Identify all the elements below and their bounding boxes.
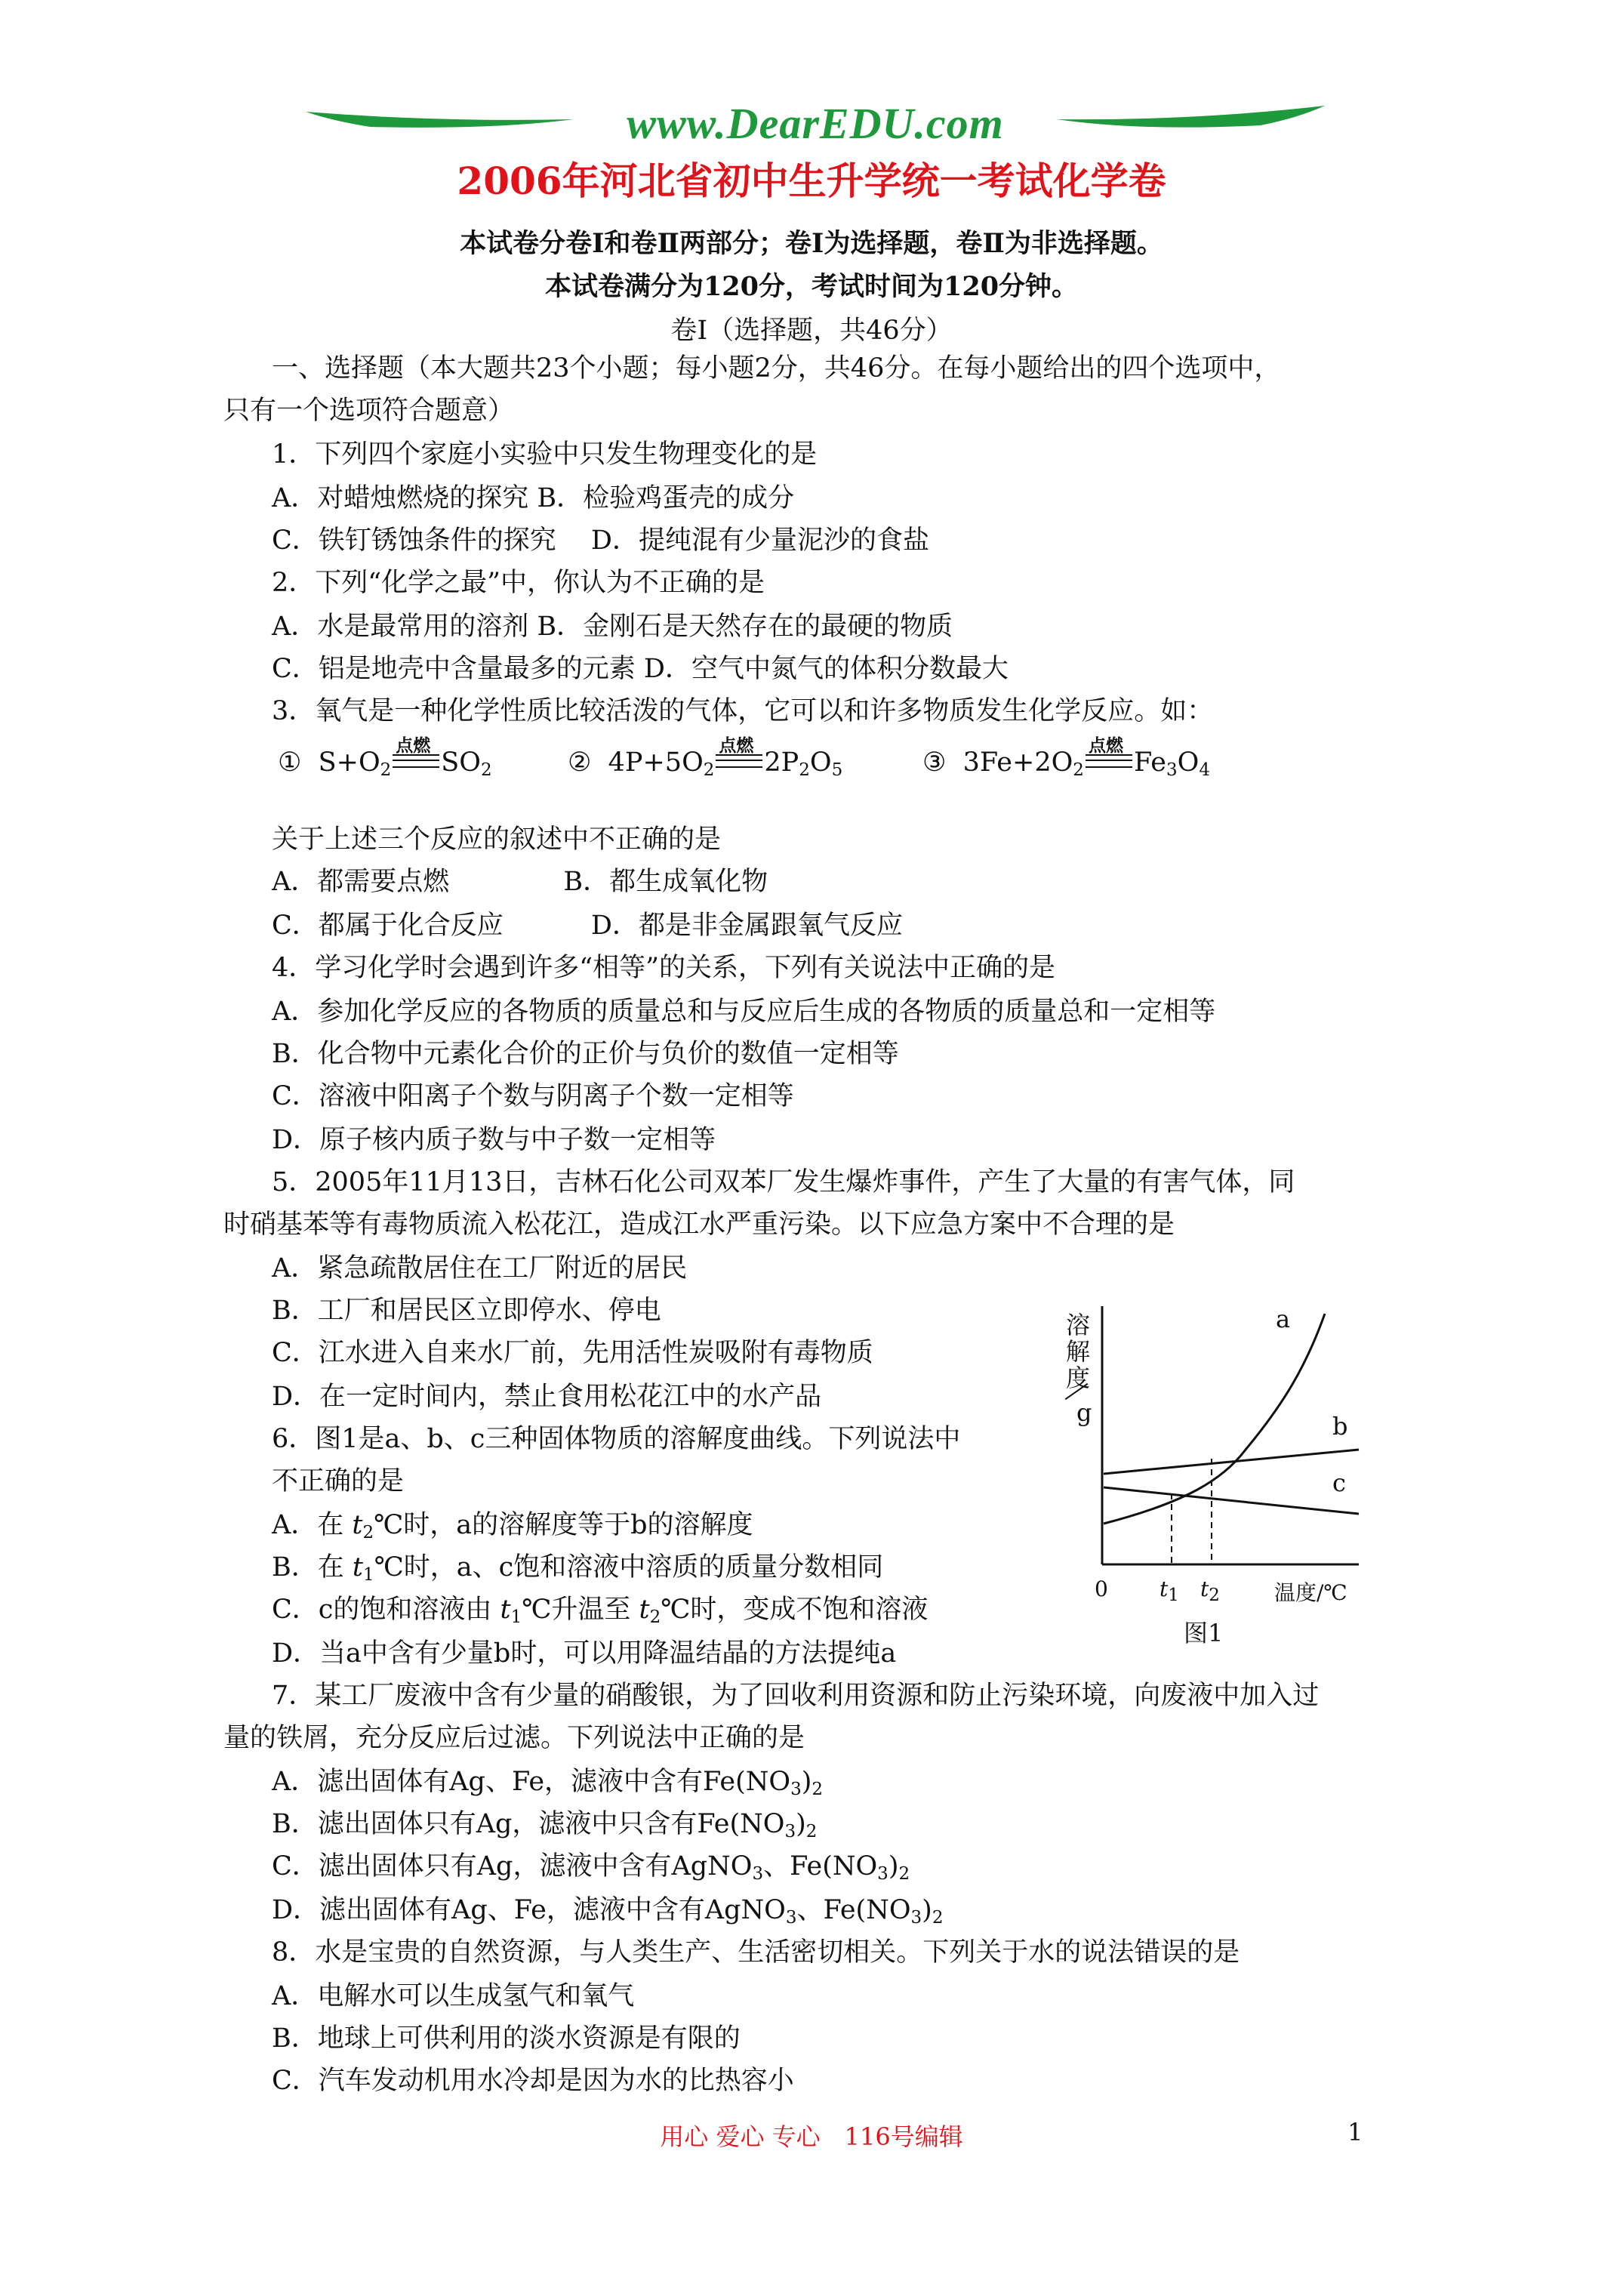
- q2-options-ab: A．水是最常用的溶剂 B．金刚石是天然存在的最硬的物质: [272, 612, 953, 642]
- equation-1: ① $S+O_2$ 点燃 $SO_2$: [278, 747, 492, 780]
- q8-stem: 8．水是宝贵的自然资源，与人类生产、生活密切相关。下列关于水的说法错误的是: [272, 1937, 1240, 1968]
- q5-option-b: B．工厂和居民区立即停水、停电: [272, 1296, 661, 1326]
- line-c: [1104, 1487, 1359, 1514]
- intro-line-1: 本试卷分卷Ⅰ和卷Ⅱ两部分；卷Ⅰ为选择题，卷Ⅱ为非选择题。: [460, 228, 1163, 259]
- tick-t2: $t_2$: [1200, 1576, 1220, 1605]
- section-instruction-1: 一、选择题（本大题共23个小题；每小题2分，共46分。在每小题给出的四个选项中，: [272, 353, 1281, 384]
- intro-line-2: 本试卷满分为120分，考试时间为120分钟。: [544, 271, 1079, 302]
- solubility-chart: [1057, 1299, 1389, 1653]
- series-c-label: c: [1332, 1469, 1346, 1497]
- q4-option-b: B．化合物中元素化合价的正价与负价的数值一定相等: [272, 1039, 899, 1069]
- y-label-char-3: 度: [1066, 1364, 1091, 1392]
- q6-option-d: D．当a中含有少量b时，可以用降温结晶的方法提纯a: [272, 1638, 897, 1669]
- q5-option-a: A．紧急疏散居住在工厂附近的居民: [272, 1253, 688, 1284]
- eq2-left: 4P+5O: [608, 747, 704, 778]
- q7-option-c: C．滤出固体只有Ag，滤液中含有AgNO$_3$、$Fe(NO_3)_2$: [272, 1851, 910, 1884]
- q8-option-a: A．电解水可以生成氢气和氧气: [272, 1981, 635, 2011]
- origin-label: 0: [1095, 1576, 1108, 1601]
- line-b: [1104, 1450, 1359, 1474]
- q1-stem: 1．下列四个家庭小实验中只发生物理变化的是: [272, 439, 818, 470]
- eq3-number: ③: [922, 747, 947, 778]
- eq1-number: ①: [278, 747, 302, 778]
- eq2-number: ②: [568, 747, 592, 778]
- series-a-label: a: [1276, 1305, 1291, 1333]
- q6-stem-2: 不正确的是: [272, 1466, 405, 1496]
- series-b-label: b: [1332, 1412, 1348, 1441]
- q8-option-c: C．汽车发动机用水冷却是因为水的比热容小: [272, 2066, 794, 2096]
- q5-option-c: C．江水进入自来水厂前，先用活性炭吸附有毒物质: [272, 1338, 873, 1368]
- q7-option-d: D．滤出固体有Ag、Fe，滤液中含有AgNO$_3$、$Fe(NO_3)_2$: [272, 1895, 944, 1928]
- equation-2: ② $4P+5O_2$ 点燃 $2P_2O_5$: [568, 747, 842, 780]
- q5-stem-2: 时硝基苯等有毒物质流入松花江，造成江水严重污染。以下应急方案中不合理的是: [223, 1210, 1175, 1240]
- page-number: 1: [1347, 2118, 1363, 2147]
- q5-stem-1: 5．2005年11月13日，吉林石化公司双苯厂发生爆炸事件，产生了大量的有害气体，同: [272, 1167, 1295, 1197]
- q4-option-a: A．参加化学反应的各物质的质量总和与反应后生成的各物质的质量总和一定相等: [272, 997, 1216, 1027]
- q6-option-b: B．在 $t_1℃$时，a、c饱和溶液中溶质的质量分数相同: [272, 1552, 884, 1585]
- section-instruction-2: 只有一个选项符合题意）: [223, 396, 515, 426]
- equation-3: ③ $3Fe+2O_2$ 点燃 $Fe_3O_4$: [922, 747, 1210, 780]
- exam-title: 2006年河北省初中生升学统一考试化学卷: [457, 159, 1166, 203]
- q2-stem: 2．下列“化学之最”中，你认为不正确的是: [272, 568, 765, 598]
- site-banner: [302, 91, 1329, 159]
- q6-option-a: A．在 $t_2℃$时，a的溶解度等于b的溶解度: [272, 1510, 753, 1542]
- y-label-char-1: 溶: [1066, 1311, 1091, 1339]
- q7-option-b: B．滤出固体只有Ag，滤液中只含有$Fe(NO_3)_2$: [272, 1809, 818, 1841]
- x-axis-label: 温度/℃: [1274, 1580, 1347, 1605]
- q3-options-cd: C．都属于化合反应 D．都是非金属跟氧气反应: [272, 911, 903, 941]
- part-one-title: 卷Ⅰ（选择题，共46分）: [670, 316, 953, 346]
- q4-option-d: D．原子核内质子数与中子数一定相等: [272, 1125, 716, 1155]
- q5-option-d: D．在一定时间内，禁止食用松花江中的水产品: [272, 1382, 822, 1412]
- eq1-condition: 点燃: [396, 735, 431, 756]
- q7-option-a: A．滤出固体有Ag、Fe，滤液中含有$Fe(NO_3)_2$: [272, 1767, 824, 1799]
- q6-option-c: C．c的饱和溶液由 $t_1℃$升温至 $t_2℃$时，变成不饱和溶液: [272, 1595, 929, 1627]
- q7-stem-1: 7．某工厂废液中含有少量的硝酸银，为了回收利用资源和防止污染环境，向废液中加入过: [272, 1681, 1320, 1711]
- eq1-left: S+O: [318, 747, 380, 778]
- q3-ask: 关于上述三个反应的叙述中不正确的是: [272, 824, 722, 855]
- q3-options-ab: A．都需要点燃 B．都生成氧化物: [272, 867, 768, 897]
- q1-options-ab: A．对蜡烛燃烧的探究 B．检验鸡蛋壳的成分: [272, 483, 795, 513]
- tick-t1: $t_1$: [1160, 1576, 1179, 1605]
- figure-caption: 图1: [1184, 1619, 1224, 1647]
- q6-stem-1: 6．图1是a、b、c三种固体物质的溶解度曲线。下列说法中: [272, 1424, 961, 1454]
- site-url[interactable]: www.DearEDU.com: [627, 99, 1004, 148]
- q4-stem: 4．学习化学时会遇到许多“相等”的关系，下列有关说法中正确的是: [272, 953, 1056, 983]
- q3-stem: 3．氧气是一种化学性质比较活泼的气体，它可以和许多物质发生化学反应。如：: [272, 696, 1214, 726]
- q8-option-b: B．地球上可供利用的淡水资源是有限的: [272, 2023, 741, 2054]
- q1-options-cd: C．铁钉锈蚀条件的探究 D．提纯混有少量泥沙的食盐: [272, 525, 929, 556]
- eq1-right: SO: [441, 747, 481, 778]
- eq2-condition: 点燃: [719, 735, 754, 756]
- curve-a: [1104, 1314, 1325, 1524]
- q2-options-cd: C．铝是地壳中含量最多的元素 D．空气中氮气的体积分数最大: [272, 654, 1009, 684]
- eq3-condition: 点燃: [1088, 735, 1123, 756]
- q4-option-c: C．溶液中阳离子个数与阴离子个数一定相等: [272, 1081, 794, 1111]
- page-footer: 用心 爱心 专心 116号编辑: [660, 2122, 963, 2151]
- y-label-unit: g: [1076, 1398, 1092, 1427]
- q7-stem-2: 量的铁屑，充分反应后过滤。下列说法中正确的是: [223, 1723, 805, 1753]
- eq3-left: 3Fe+2O: [962, 747, 1073, 778]
- y-label-char-2: 解: [1066, 1337, 1091, 1366]
